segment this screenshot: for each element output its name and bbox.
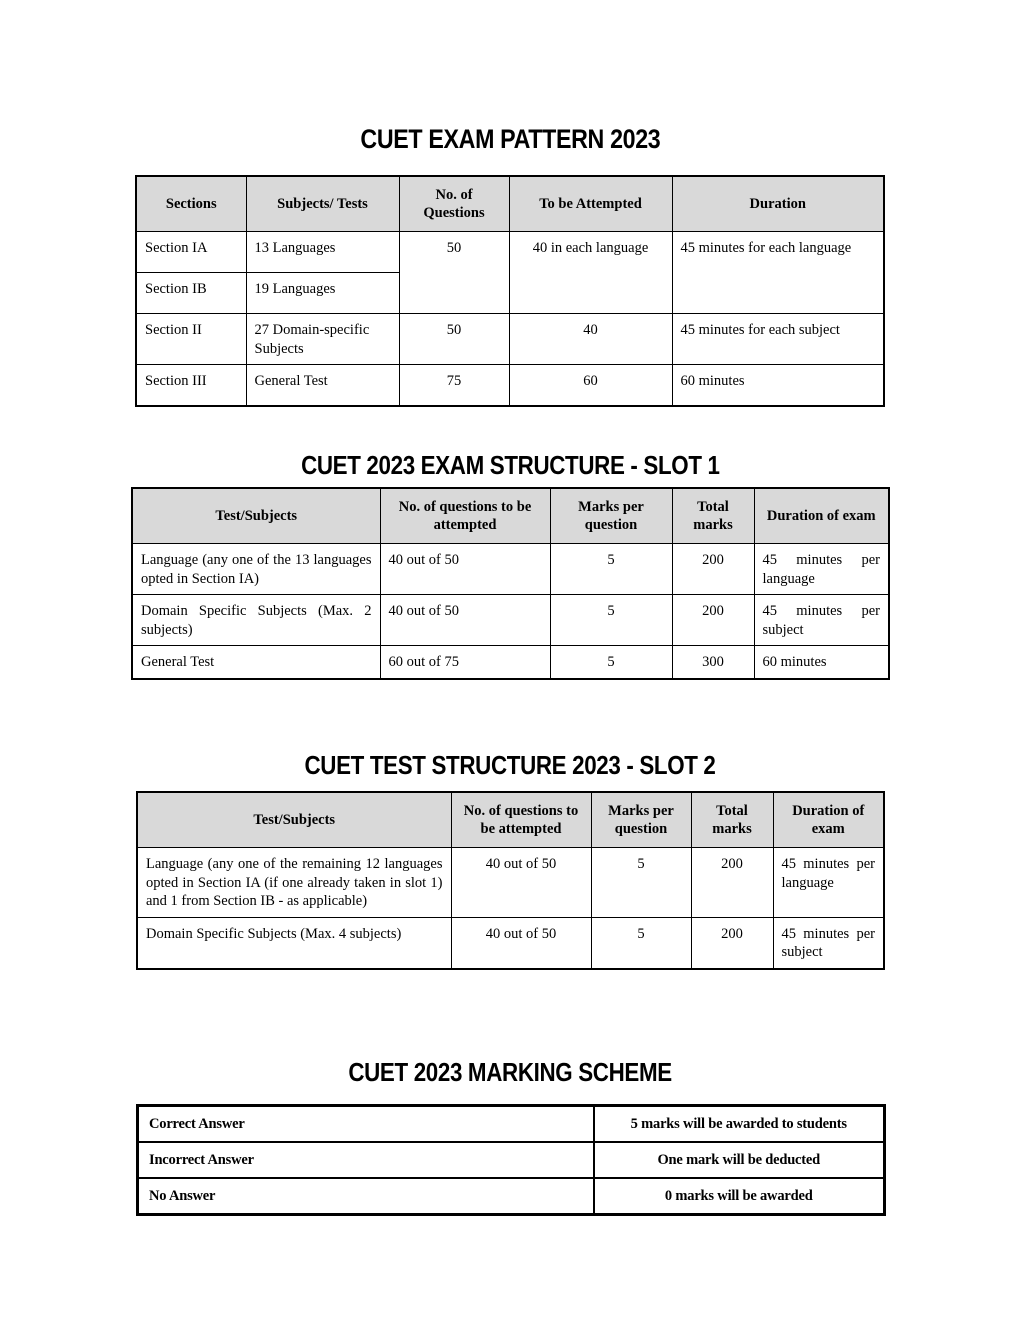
table-exam-pattern <box>135 175 885 407</box>
cell-subject: General Test <box>246 365 399 407</box>
cell-duration: 45 minutes per language <box>754 544 889 595</box>
table-header-row <box>137 792 884 848</box>
title-text: CUET 2023 MARKING SCHEME <box>348 1057 672 1087</box>
column-header-duration: Duration of exam <box>754 488 889 544</box>
cell-marking-label: Correct Answer <box>138 1106 594 1143</box>
column-header-duration: Duration <box>672 176 884 232</box>
column-header-marks: Marks per question <box>591 792 691 848</box>
cell-attempted: 40 <box>509 314 672 365</box>
column-header-attempted: To be Attempted <box>509 176 672 232</box>
cell-test: Language (any one of the 13 languages opted in Section IA) <box>132 544 380 595</box>
table-row <box>132 595 889 646</box>
cell-section: Section IA <box>136 232 246 273</box>
cell-marks: 5 <box>550 544 672 595</box>
cell-total: 200 <box>672 595 754 646</box>
cell-section: Section II <box>136 314 246 365</box>
column-header-questions: No. of Questions <box>399 176 509 232</box>
table-slot2-structure <box>136 791 885 970</box>
cell-subject: 13 Languages <box>246 232 399 273</box>
cell-duration: 45 minutes for each language <box>672 232 884 314</box>
cell-marks: 5 <box>550 595 672 646</box>
table-row <box>138 1178 885 1215</box>
cell-marking-label: No Answer <box>138 1178 594 1215</box>
column-header-test: Test/Subjects <box>132 488 380 544</box>
table-row <box>137 917 884 969</box>
cell-questions: 75 <box>399 365 509 407</box>
cell-attempted: 60 <box>509 365 672 407</box>
cell-subject: 27 Domain-specific Subjects <box>246 314 399 365</box>
cell-test: General Test <box>132 646 380 679</box>
cell-total: 200 <box>691 848 773 918</box>
table-header-row <box>136 176 884 232</box>
cell-questions: 50 <box>399 232 509 314</box>
title-text: CUET TEST STRUCTURE 2023 - SLOT 2 <box>304 750 716 780</box>
cell-attempted: 40 out of 50 <box>451 917 591 969</box>
column-header-sections: Sections <box>136 176 246 232</box>
cell-total: 200 <box>691 917 773 969</box>
table-row <box>136 232 884 273</box>
page-title-slot2 <box>0 750 1020 781</box>
column-header-total: Total marks <box>672 488 754 544</box>
cell-marks: 5 <box>591 917 691 969</box>
column-header-test: Test/Subjects <box>137 792 451 848</box>
column-header-attempted: No. of questions to be attempted <box>380 488 550 544</box>
cell-section: Section IB <box>136 273 246 314</box>
cell-test: Domain Specific Subjects (Max. 2 subjects) <box>132 595 380 646</box>
cell-marking-value: 5 marks will be awarded to students <box>594 1106 885 1143</box>
title-text: CUET EXAM PATTERN 2023 <box>360 124 660 154</box>
cell-duration: 60 minutes <box>754 646 889 679</box>
cell-subject: 19 Languages <box>246 273 399 314</box>
cell-attempted: 60 out of 75 <box>380 646 550 679</box>
cell-marking-value: 0 marks will be awarded <box>594 1178 885 1215</box>
cell-test: Language (any one of the remaining 12 languages opted in Section IA (if one already taken in slot 1) and 1 from Section IB - as applicable) <box>137 848 451 918</box>
table-header-row <box>132 488 889 544</box>
cell-marks: 5 <box>591 848 691 918</box>
cell-duration: 45 minutes per subject <box>754 595 889 646</box>
cell-test: Domain Specific Subjects (Max. 4 subjects) <box>137 917 451 969</box>
page-title-marking-scheme <box>0 1057 1020 1088</box>
cell-attempted: 40 in each language <box>509 232 672 314</box>
cell-marking-label: Incorrect Answer <box>138 1142 594 1178</box>
cell-total: 300 <box>672 646 754 679</box>
column-header-marks: Marks per question <box>550 488 672 544</box>
cell-duration: 45 minutes per language <box>773 848 884 918</box>
table-row <box>136 365 884 407</box>
column-header-attempted: No. of questions to be attempted <box>451 792 591 848</box>
table-row <box>132 544 889 595</box>
column-header-total: Total marks <box>691 792 773 848</box>
cell-duration: 60 minutes <box>672 365 884 407</box>
cell-marks: 5 <box>550 646 672 679</box>
cell-duration: 45 minutes for each subject <box>672 314 884 365</box>
table-row <box>136 314 884 365</box>
cell-duration: 45 minutes per subject <box>773 917 884 969</box>
title-text: CUET 2023 EXAM STRUCTURE - SLOT 1 <box>300 450 720 480</box>
cell-marking-value: One mark will be deducted <box>594 1142 885 1178</box>
column-header-duration: Duration of exam <box>773 792 884 848</box>
table-row <box>132 646 889 679</box>
cell-questions: 50 <box>399 314 509 365</box>
table-row <box>138 1106 885 1143</box>
cell-section: Section III <box>136 365 246 407</box>
table-slot1-structure <box>131 487 890 680</box>
column-header-subjects: Subjects/ Tests <box>246 176 399 232</box>
cell-total: 200 <box>672 544 754 595</box>
table-row <box>138 1142 885 1178</box>
table-row <box>137 848 884 918</box>
cell-attempted: 40 out of 50 <box>380 544 550 595</box>
cell-attempted: 40 out of 50 <box>380 595 550 646</box>
table-marking-scheme <box>136 1104 886 1216</box>
page-title-slot1 <box>0 450 1020 481</box>
page-title-exam-pattern <box>0 124 1020 155</box>
cell-attempted: 40 out of 50 <box>451 848 591 918</box>
